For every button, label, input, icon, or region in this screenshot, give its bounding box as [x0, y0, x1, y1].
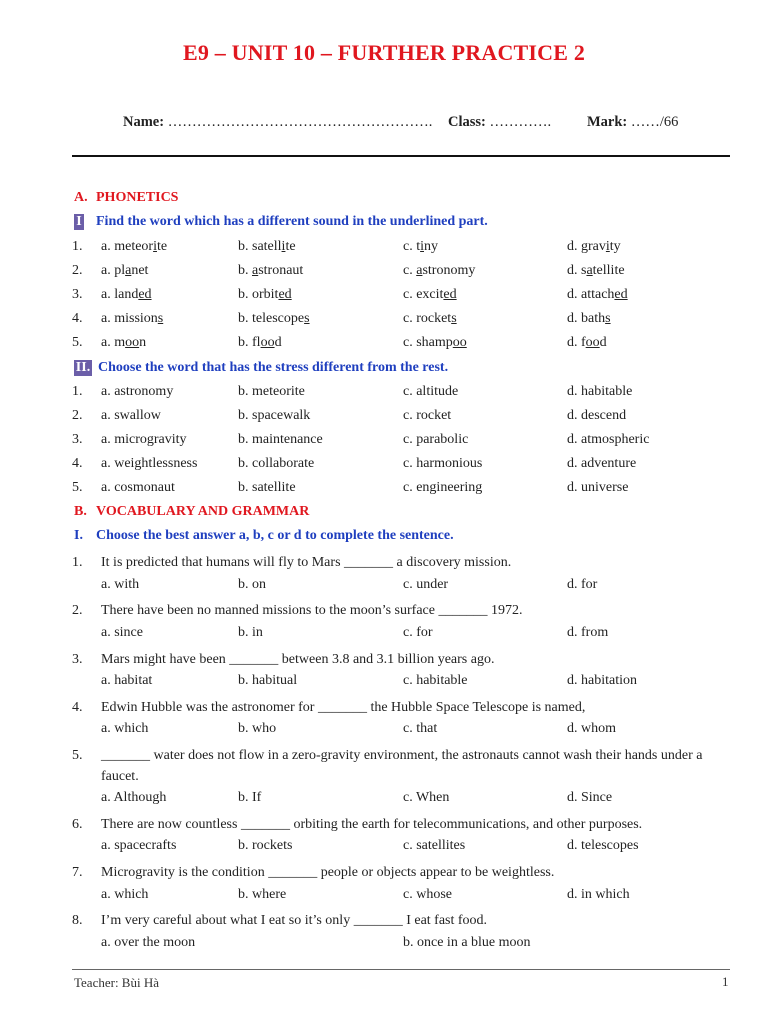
underlined-part: i [281, 239, 286, 254]
option-text: c. t [403, 239, 421, 254]
question-number: 3. [72, 652, 83, 667]
option-text: net [131, 263, 149, 278]
option-text: b. orbit [238, 287, 279, 302]
answer-option-b[interactable]: b. habitual [238, 673, 298, 688]
answer-option-b[interactable] [238, 287, 292, 303]
answer-option-b[interactable]: b. satellite [238, 480, 296, 495]
underlined-part: i [420, 239, 424, 254]
instruction-text: Choose the word that has the stress different from the rest. [98, 360, 449, 375]
option-text: n [139, 335, 147, 350]
footer-divider [72, 969, 730, 970]
instruction-text: Choose the best answer a, b, c or d to complete the sentence. [96, 528, 454, 543]
option-text: a. land [101, 287, 139, 302]
question-row [72, 432, 752, 454]
answer-option-d[interactable]: d. in which [567, 887, 630, 902]
underlined-part: ed [138, 287, 152, 302]
underlined-part: oo [125, 335, 140, 350]
question-row [72, 408, 752, 430]
answer-option-c[interactable]: c. harmonious [403, 456, 483, 471]
question-row [72, 384, 752, 406]
option-text: a. m [101, 335, 126, 350]
underlined-part: a [252, 263, 259, 278]
answer-option-c[interactable]: c. When [403, 790, 450, 805]
answer-option-d[interactable]: d. adventure [567, 456, 637, 471]
option-text: a. meteor [101, 239, 154, 254]
question-number: 3. [72, 432, 83, 447]
answer-row [72, 838, 752, 860]
question-number: 4. [72, 700, 83, 715]
answer-option-c[interactable] [403, 263, 475, 279]
answer-option-d[interactable] [567, 263, 625, 279]
answer-option-d[interactable] [567, 311, 611, 327]
answer-option-d[interactable]: d. for [567, 577, 598, 592]
section-a-letter: A. [74, 190, 88, 205]
answer-option-b[interactable]: b. in [238, 625, 263, 640]
question-row [72, 456, 752, 478]
answer-option-c[interactable] [403, 239, 438, 255]
question-text: I’m very careful about what I eat so it’s only _______ I eat fast food. [101, 913, 488, 928]
option-text: b. telescope [238, 311, 305, 326]
section-a-title: PHONETICS [96, 190, 179, 205]
name-blank: ………………………………………………. [167, 114, 433, 130]
question-row [72, 480, 752, 502]
question-number: 2. [72, 408, 83, 423]
answer-option-c[interactable]: c. satellites [403, 838, 466, 853]
question-row [72, 239, 752, 261]
answer-option-c[interactable]: b. once in a blue moon [403, 935, 531, 950]
question-number: 1. [72, 239, 83, 254]
option-text: a. mission [101, 311, 158, 326]
question-row [72, 335, 752, 357]
option-text: a. pl [101, 263, 126, 278]
question-row [72, 311, 752, 333]
question-number: 1. [72, 555, 83, 570]
option-text: stronomy [422, 263, 476, 278]
option-text: c. rocket [403, 311, 452, 326]
answer-option-b[interactable] [238, 311, 310, 327]
option-text: d [599, 335, 607, 350]
name-field [123, 114, 432, 131]
underlined-part: s [605, 311, 611, 326]
answer-option-b[interactable]: b. collaborate [238, 456, 315, 471]
header-divider [72, 155, 730, 157]
option-text: b. [238, 263, 252, 278]
answer-option-a[interactable]: a. which [101, 721, 149, 736]
question-text: Edwin Hubble was the astronomer for _______ the Hubble Space Telescope is named, [101, 700, 586, 715]
answer-option-a[interactable]: a. over the moon [101, 935, 196, 950]
question-number: 4. [72, 311, 83, 326]
instruction-text: Find the word which has a different sound in the underlined part. [96, 214, 488, 229]
option-text: tellite [592, 263, 625, 278]
answer-option-b[interactable] [238, 239, 296, 255]
page-title: E9 – UNIT 10 – FURTHER PRACTICE 2 [182, 40, 586, 65]
question-text: Microgravity is the condition _______ people or objects appear to be weightless. [101, 865, 555, 880]
section-b-title: VOCABULARY AND GRAMMAR [96, 504, 310, 519]
answer-option-a[interactable]: a. Although [101, 790, 167, 805]
underlined-part: i [605, 239, 610, 254]
answer-option-a[interactable]: a. astronomy [101, 384, 174, 399]
underlined-part: s [304, 311, 310, 326]
question-text: _______ water does not flow in a zero-gravity environment, the astronauts cannot wash their hands under a faucet. [101, 748, 703, 784]
underlined-part: ed [614, 287, 628, 302]
answer-option-a[interactable] [101, 263, 148, 279]
question-number: 5. [72, 480, 83, 495]
answer-option-c[interactable]: c. altitude [403, 384, 459, 399]
answer-option-a[interactable]: a. spacecrafts [101, 838, 177, 853]
mark-label: Mark: [587, 114, 628, 130]
answer-row [72, 721, 752, 743]
section-b-part1-instruction [74, 528, 454, 544]
answer-option-c[interactable]: c. whose [403, 887, 452, 902]
answer-option-b[interactable]: b. rockets [238, 838, 293, 853]
underlined-part: s [157, 311, 164, 326]
answer-option-d[interactable]: d. whom [567, 721, 616, 736]
option-text: c. [403, 263, 417, 278]
class-field [448, 114, 551, 131]
answer-option-b[interactable]: b. on [238, 577, 266, 592]
part-number: I [74, 214, 84, 230]
answer-option-a[interactable] [101, 287, 152, 303]
page-number: 1 [722, 974, 729, 989]
answer-option-a[interactable]: a. cosmonaut [101, 480, 175, 495]
answer-option-b[interactable]: b. where [238, 887, 287, 902]
answer-row [72, 673, 752, 695]
answer-option-b[interactable]: b. meteorite [238, 384, 305, 399]
section-b-heading [74, 504, 309, 520]
answer-option-d[interactable] [567, 239, 621, 255]
option-text: d. bath [567, 311, 606, 326]
underlined-part: oo [260, 335, 275, 350]
question-number: 2. [72, 603, 83, 618]
class-blank: …………. [489, 114, 552, 130]
underlined-part: ed [278, 287, 292, 302]
answer-option-d[interactable]: d. habitable [567, 384, 633, 399]
answer-option-c[interactable] [403, 335, 467, 351]
option-text: d. grav [567, 239, 606, 254]
answer-row [72, 625, 752, 647]
question-number: 5. [72, 748, 83, 763]
answer-option-a[interactable] [101, 311, 163, 327]
answer-option-a[interactable]: a. habitat [101, 673, 153, 688]
option-text: te [285, 239, 296, 254]
question-number: 7. [72, 865, 83, 880]
answer-option-b[interactable]: b. If [238, 790, 262, 805]
answer-option-c[interactable]: c. habitable [403, 673, 468, 688]
option-text: stronaut [258, 263, 304, 278]
section-a-part1-instruction [74, 214, 488, 230]
mark-value: ……/66 [630, 114, 679, 130]
teacher-credit: Teacher: Bùi Hà [74, 975, 159, 990]
answer-option-b[interactable]: b. maintenance [238, 432, 323, 447]
question-text: There are now countless _______ orbiting the earth for telecommunications, and other purposes. [101, 817, 643, 832]
option-text: ny [424, 239, 438, 254]
section-b-letter: B. [74, 504, 87, 519]
question-number: 2. [72, 263, 83, 278]
question-number: 8. [72, 913, 83, 928]
option-text: c. excit [403, 287, 444, 302]
answer-option-c[interactable]: c. rocket [403, 408, 452, 423]
question-number: 1. [72, 384, 83, 399]
answer-option-a[interactable]: a. since [101, 625, 143, 640]
answer-option-d[interactable]: d. Since [567, 790, 613, 805]
answer-option-b[interactable]: b. who [238, 721, 277, 736]
answer-option-b[interactable] [238, 263, 303, 279]
option-text: d. f [567, 335, 586, 350]
underlined-part: a [125, 263, 132, 278]
answer-option-c[interactable]: c. for [403, 625, 433, 640]
underlined-part: a [586, 263, 593, 278]
answer-option-b[interactable] [238, 335, 282, 351]
answer-option-d[interactable] [567, 287, 628, 303]
question-row [72, 263, 752, 285]
answer-row [72, 935, 752, 957]
answer-option-d[interactable]: d. atmospheric [567, 432, 650, 447]
answer-option-d[interactable]: d. from [567, 625, 609, 640]
option-text: c. shamp [403, 335, 453, 350]
answer-option-d[interactable] [567, 335, 607, 351]
question-number: 4. [72, 456, 83, 471]
option-text: te [156, 239, 168, 254]
answer-option-c[interactable]: c. that [403, 721, 438, 736]
answer-option-c[interactable]: c. under [403, 577, 449, 592]
answer-option-a[interactable]: a. with [101, 577, 140, 592]
answer-row [72, 577, 752, 599]
option-text: d. attach [567, 287, 615, 302]
option-text: d [274, 335, 282, 350]
underlined-part: oo [452, 335, 467, 350]
part-number: I. [74, 528, 83, 543]
answer-option-a[interactable]: a. which [101, 887, 149, 902]
section-a-part2-instruction [74, 360, 448, 376]
class-label: Class: [448, 114, 486, 130]
underlined-part: oo [585, 335, 600, 350]
question-text: Mars might have been _______ between 3.8 and 3.1 billion years ago. [101, 652, 495, 667]
mark-field [587, 114, 678, 131]
answer-row [72, 790, 752, 812]
option-text: d. s [567, 263, 587, 278]
answer-option-a[interactable] [101, 239, 167, 255]
question-text: It is predicted that humans will fly to Mars _______ a discovery mission. [101, 555, 512, 570]
option-text: ty [609, 239, 621, 254]
answer-option-c[interactable]: c. parabolic [403, 432, 469, 447]
answer-option-d[interactable]: d. telescopes [567, 838, 639, 853]
answer-option-d[interactable]: d. descend [567, 408, 627, 423]
option-text: b. fl [238, 335, 261, 350]
answer-option-a[interactable]: a. microgravity [101, 432, 187, 447]
question-text: There have been no manned missions to the moon’s surface _______ 1972. [101, 603, 523, 618]
answer-option-a[interactable] [101, 335, 146, 351]
answer-option-b[interactable]: b. spacewalk [238, 408, 311, 423]
answer-option-a[interactable]: a. weightlessness [101, 456, 198, 471]
answer-option-c[interactable]: c. engineering [403, 480, 483, 495]
question-number: 3. [72, 287, 83, 302]
underlined-part: a [416, 263, 423, 278]
underlined-part: i [153, 239, 157, 254]
part-number: II. [75, 360, 91, 375]
underlined-part: ed [443, 287, 457, 302]
answer-option-d[interactable]: d. habitation [567, 673, 637, 688]
section-a-heading [74, 190, 178, 206]
underlined-part: s [451, 311, 457, 326]
name-label: Name: [123, 114, 165, 130]
question-row [72, 287, 752, 309]
answer-row [72, 887, 752, 909]
answer-option-d[interactable]: d. universe [567, 480, 629, 495]
answer-option-a[interactable]: a. swallow [101, 408, 161, 423]
answer-option-c[interactable] [403, 287, 457, 303]
question-number: 6. [72, 817, 83, 832]
option-text: b. satell [238, 239, 282, 254]
question-number: 5. [72, 335, 83, 350]
answer-option-c[interactable] [403, 311, 457, 327]
